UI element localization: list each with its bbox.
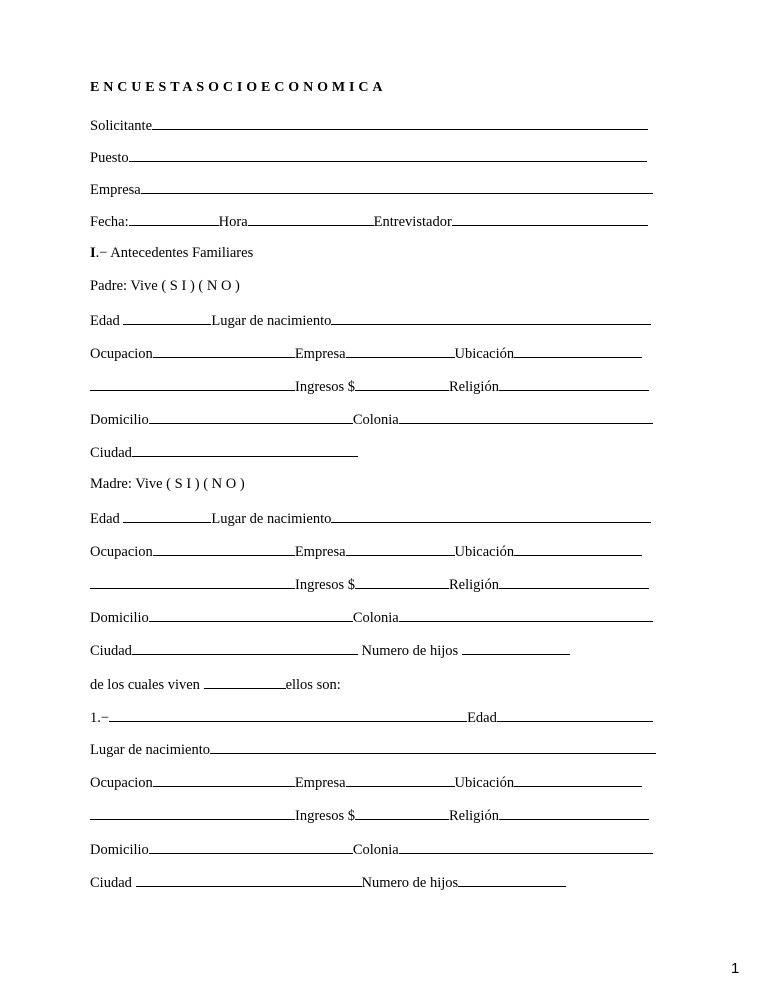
- entrevistador-field[interactable]: [452, 210, 648, 226]
- padre-lugar-field[interactable]: [331, 309, 651, 325]
- entrevistador-label: Entrevistador: [373, 214, 452, 230]
- hijo1-domicilio-field[interactable]: [149, 838, 353, 854]
- hijo1-lugar-field[interactable]: [210, 738, 656, 754]
- hijo1-edad-label: Edad: [467, 710, 497, 726]
- padre-ubicacion-label: Ubicación: [454, 346, 515, 362]
- padre-domicilio-field[interactable]: [149, 408, 353, 424]
- madre-ocupacion-row: [90, 540, 642, 560]
- hijo1-religion-label: Religión: [449, 808, 499, 824]
- padre-ocupacion-label: Ocupacion: [90, 346, 153, 362]
- madre-ingresos-row: [90, 573, 649, 593]
- ellos-son-label: ellos son:: [285, 677, 341, 693]
- hijo1-name-field[interactable]: [109, 706, 467, 722]
- hijo1-empresa-label: Empresa: [294, 775, 346, 791]
- madre-empresa-field[interactable]: [346, 540, 455, 556]
- madre-ocupacion-field[interactable]: [153, 540, 295, 556]
- padre-ciudad-row: [90, 441, 358, 461]
- padre-domicilio-label: Domicilio: [90, 412, 149, 428]
- padre-religion-field[interactable]: [499, 375, 649, 391]
- madre-domicilio-field[interactable]: [149, 606, 353, 622]
- padre-lugar-label: Lugar de nacimiento: [211, 313, 332, 329]
- fecha-label: Fecha:: [90, 214, 129, 230]
- section-heading-text: .− Antecedentes Familiares: [95, 245, 254, 261]
- padre-edad-row: [90, 309, 651, 329]
- hijo1-ubicacion-label: Ubicación: [454, 775, 515, 791]
- puesto-label: Puesto: [90, 150, 129, 166]
- madre-ubicacion-label: Ubicación: [454, 544, 515, 560]
- padre-ingresos-row: [90, 375, 649, 395]
- padre-empresa-field[interactable]: [346, 342, 455, 358]
- madre-ingresos-label: Ingresos $: [295, 577, 356, 593]
- padre-heading: Padre: Vive ( S I ) ( N O ): [90, 278, 240, 294]
- madre-religion-field[interactable]: [499, 573, 649, 589]
- hijos-viven-row: [90, 673, 341, 693]
- hijo1-lugar-row: [90, 738, 656, 758]
- padre-ingresos-label: Ingresos $: [295, 379, 356, 395]
- hijo1-ciudad-row: [90, 871, 566, 891]
- madre-edad-row: [90, 507, 651, 527]
- section-number: I: [90, 245, 96, 261]
- madre-colonia-field[interactable]: [399, 606, 653, 622]
- hijo1-ocupacion-row: [90, 771, 642, 791]
- hijo1-ingresos-field[interactable]: [355, 804, 449, 820]
- hijos-viven-field[interactable]: [204, 673, 286, 689]
- empresa-field[interactable]: [141, 178, 653, 194]
- hijo1-edad-field[interactable]: [497, 706, 653, 722]
- madre-ocupacion-label: Ocupacion: [90, 544, 153, 560]
- hijo1-number: 1.−: [90, 710, 110, 726]
- padre-colonia-field[interactable]: [399, 408, 653, 424]
- padre-religion-label: Religión: [449, 379, 499, 395]
- padre-ocupacion-field[interactable]: [153, 342, 295, 358]
- madre-heading: Madre: Vive ( S I ) ( N O ): [90, 476, 245, 492]
- madre-ciudad-row: [90, 639, 570, 659]
- madre-hijos-field[interactable]: [462, 639, 570, 655]
- padre-edad-label: Edad: [90, 313, 120, 329]
- hijo1-ciudad-label: Ciudad: [90, 875, 132, 891]
- section-heading: [90, 243, 253, 263]
- madre-edad-label: Edad: [90, 511, 120, 527]
- hijo1-row: [90, 706, 653, 726]
- hijo1-ciudad-field[interactable]: [136, 871, 362, 887]
- hijo1-lugar-label: Lugar de nacimiento: [90, 742, 210, 758]
- padre-colonia-label: Colonia: [352, 412, 399, 428]
- hijo1-ingresos-label: Ingresos $: [295, 808, 356, 824]
- madre-religion-label: Religión: [449, 577, 499, 593]
- padre-ciudad-label: Ciudad: [90, 445, 132, 461]
- madre-domicilio-row: [90, 606, 653, 626]
- hijo1-ocupacion-field[interactable]: [153, 771, 295, 787]
- padre-blank-field[interactable]: [90, 375, 295, 391]
- hijo1-hijos-label: Numero de hijos: [361, 875, 459, 891]
- hijo1-colonia-field[interactable]: [399, 838, 653, 854]
- padre-edad-field[interactable]: [123, 309, 211, 325]
- madre-empresa-label: Empresa: [294, 544, 346, 560]
- padre-ubicacion-field[interactable]: [514, 342, 642, 358]
- fecha-field[interactable]: [129, 210, 219, 226]
- document-title: ENCUESTASOCIOECONOMICA: [90, 80, 387, 95]
- madre-domicilio-label: Domicilio: [90, 610, 149, 626]
- madre-lugar-field[interactable]: [331, 507, 651, 523]
- madre-ciudad-label: Ciudad: [90, 643, 132, 659]
- hijo1-ocupacion-label: Ocupacion: [90, 775, 153, 791]
- hijo1-hijos-field[interactable]: [458, 871, 566, 887]
- madre-ingresos-field[interactable]: [355, 573, 449, 589]
- hijo1-empresa-field[interactable]: [346, 771, 455, 787]
- hora-label: Hora: [218, 214, 248, 230]
- madre-ciudad-field[interactable]: [132, 639, 358, 655]
- page-number: 1: [731, 960, 740, 977]
- hijo1-colonia-label: Colonia: [352, 842, 399, 858]
- hijo1-domicilio-row: [90, 838, 653, 858]
- madre-lugar-label: Lugar de nacimiento: [211, 511, 332, 527]
- hora-field[interactable]: [248, 210, 374, 226]
- padre-domicilio-row: [90, 408, 653, 428]
- empresa-label: Empresa: [90, 182, 141, 198]
- madre-blank-field[interactable]: [90, 573, 295, 589]
- puesto-row: [90, 146, 647, 166]
- fecha-hora-row: [90, 210, 648, 230]
- hijo1-domicilio-label: Domicilio: [90, 842, 149, 858]
- padre-empresa-label: Empresa: [294, 346, 346, 362]
- madre-ubicacion-field[interactable]: [514, 540, 642, 556]
- hijos-viven-label: de los cuales viven: [90, 677, 200, 693]
- puesto-field[interactable]: [129, 146, 647, 162]
- hijo1-blank-field[interactable]: [90, 804, 295, 820]
- hijo1-ingresos-row: [90, 804, 649, 824]
- madre-hijos-label: Numero de hijos: [361, 643, 459, 659]
- solicitante-row: [90, 114, 648, 134]
- padre-ciudad-field[interactable]: [132, 441, 358, 457]
- hijo1-ubicacion-field[interactable]: [514, 771, 642, 787]
- solicitante-field[interactable]: [152, 114, 648, 130]
- hijo1-religion-field[interactable]: [499, 804, 649, 820]
- madre-edad-field[interactable]: [123, 507, 211, 523]
- padre-ocupacion-row: [90, 342, 642, 362]
- madre-colonia-label: Colonia: [352, 610, 399, 626]
- padre-ingresos-field[interactable]: [355, 375, 449, 391]
- empresa-row: [90, 178, 653, 198]
- solicitante-label: Solicitante: [90, 118, 153, 134]
